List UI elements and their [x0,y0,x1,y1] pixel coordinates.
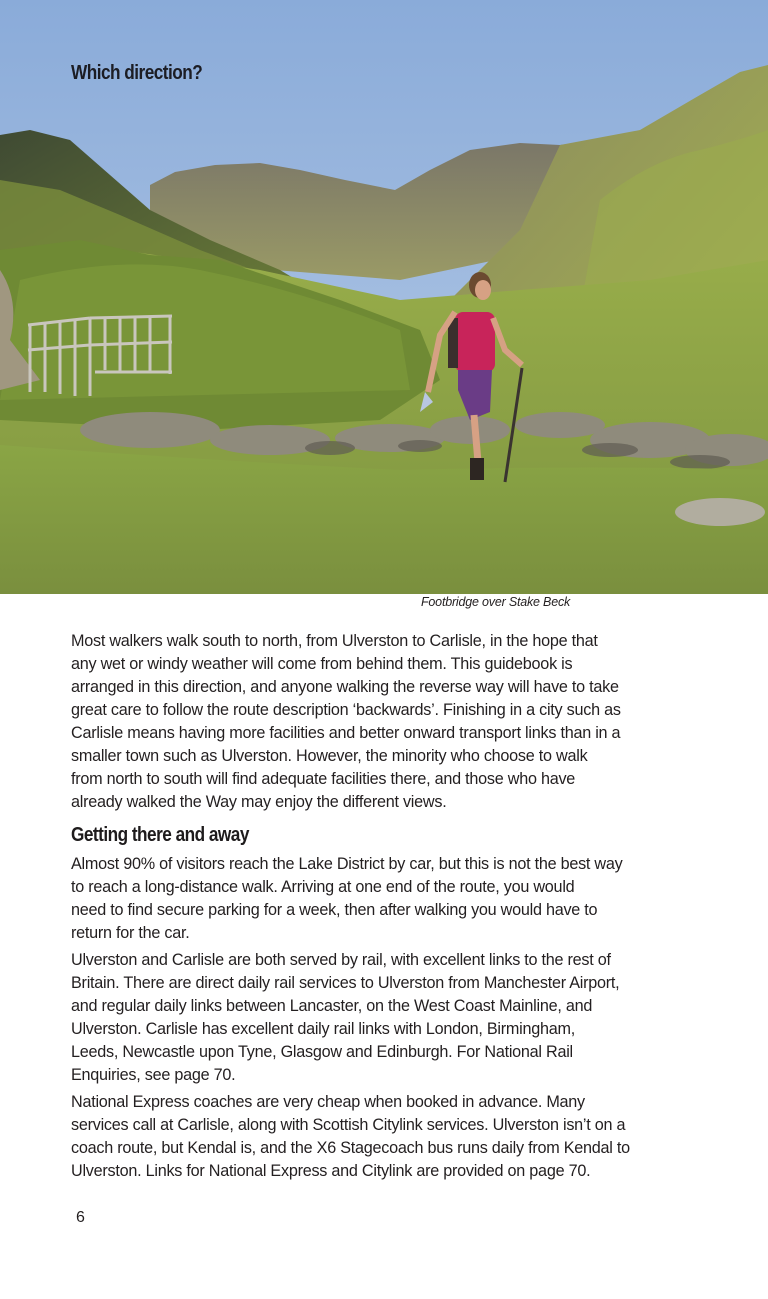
text-line: smaller town such as Ulverston. However, the minority who choose to walk [71,747,588,765]
text-line: Britain. There are direct daily rail services to Ulverston from Manchester Airport, [71,974,620,992]
text-line: Almost 90% of visitors reach the Lake District by car, but this is not the best way [71,855,623,873]
text-line: need to find secure parking for a week, then after walking you would have to [71,901,598,919]
paragraph-car-travel [71,853,691,945]
text-line: arranged in this direction, and anyone walking the reverse way will have to take [71,678,619,696]
text-line: Ulverston and Carlisle are both served by rail, with excellent links to the rest of [71,951,611,969]
paragraph-coach-travel [71,1091,691,1183]
section-heading-which-direction: Which direction? [71,62,203,84]
text-line: to reach a long-distance walk. Arriving at one end of the route, you would [71,878,575,896]
text-line: from north to south will find adequate facilities there, and those who have [71,770,576,788]
section-heading-getting-there: Getting there and away [71,824,249,846]
text-line: great care to follow the route description ‘backwards’. Finishing in a city such as [71,701,621,719]
hiker-photo [0,0,768,594]
paragraph-which-direction [71,630,691,814]
photo-caption: Footbridge over Stake Beck [421,595,571,609]
text-line: coach route, but Kendal is, and the X6 Stagecoach bus runs daily from Kendal to [71,1139,630,1157]
landscape-illustration [0,0,768,594]
text-line: Leeds, Newcastle upon Tyne, Glasgow and Edinburgh. For National Rail [71,1043,573,1061]
text-line: Ulverston. Carlisle has excellent daily rail links with London, Birmingham, [71,1020,575,1038]
text-line: Enquiries, see page 70. [71,1066,236,1084]
text-line: return for the car. [71,924,190,942]
text-line: services call at Carlisle, along with Scottish Citylink services. Ulverston isn’t on a [71,1116,626,1134]
paragraph-rail-travel [71,949,691,1087]
page-number: 6 [76,1209,85,1226]
text-line: and regular daily links between Lancaster, on the West Coast Mainline, and [71,997,593,1015]
text-line: National Express coaches are very cheap when booked in advance. Many [71,1093,585,1111]
text-line: already walked the Way may enjoy the different views. [71,793,447,811]
text-line: Ulverston. Links for National Express and Citylink are provided on page 70. [71,1162,591,1180]
text-line: Carlisle means having more facilities and better onward transport links than in a [71,724,621,742]
text-line: Most walkers walk south to north, from Ulverston to Carlisle, in the hope that [71,632,598,650]
text-line: any wet or windy weather will come from behind them. This guidebook is [71,655,573,673]
